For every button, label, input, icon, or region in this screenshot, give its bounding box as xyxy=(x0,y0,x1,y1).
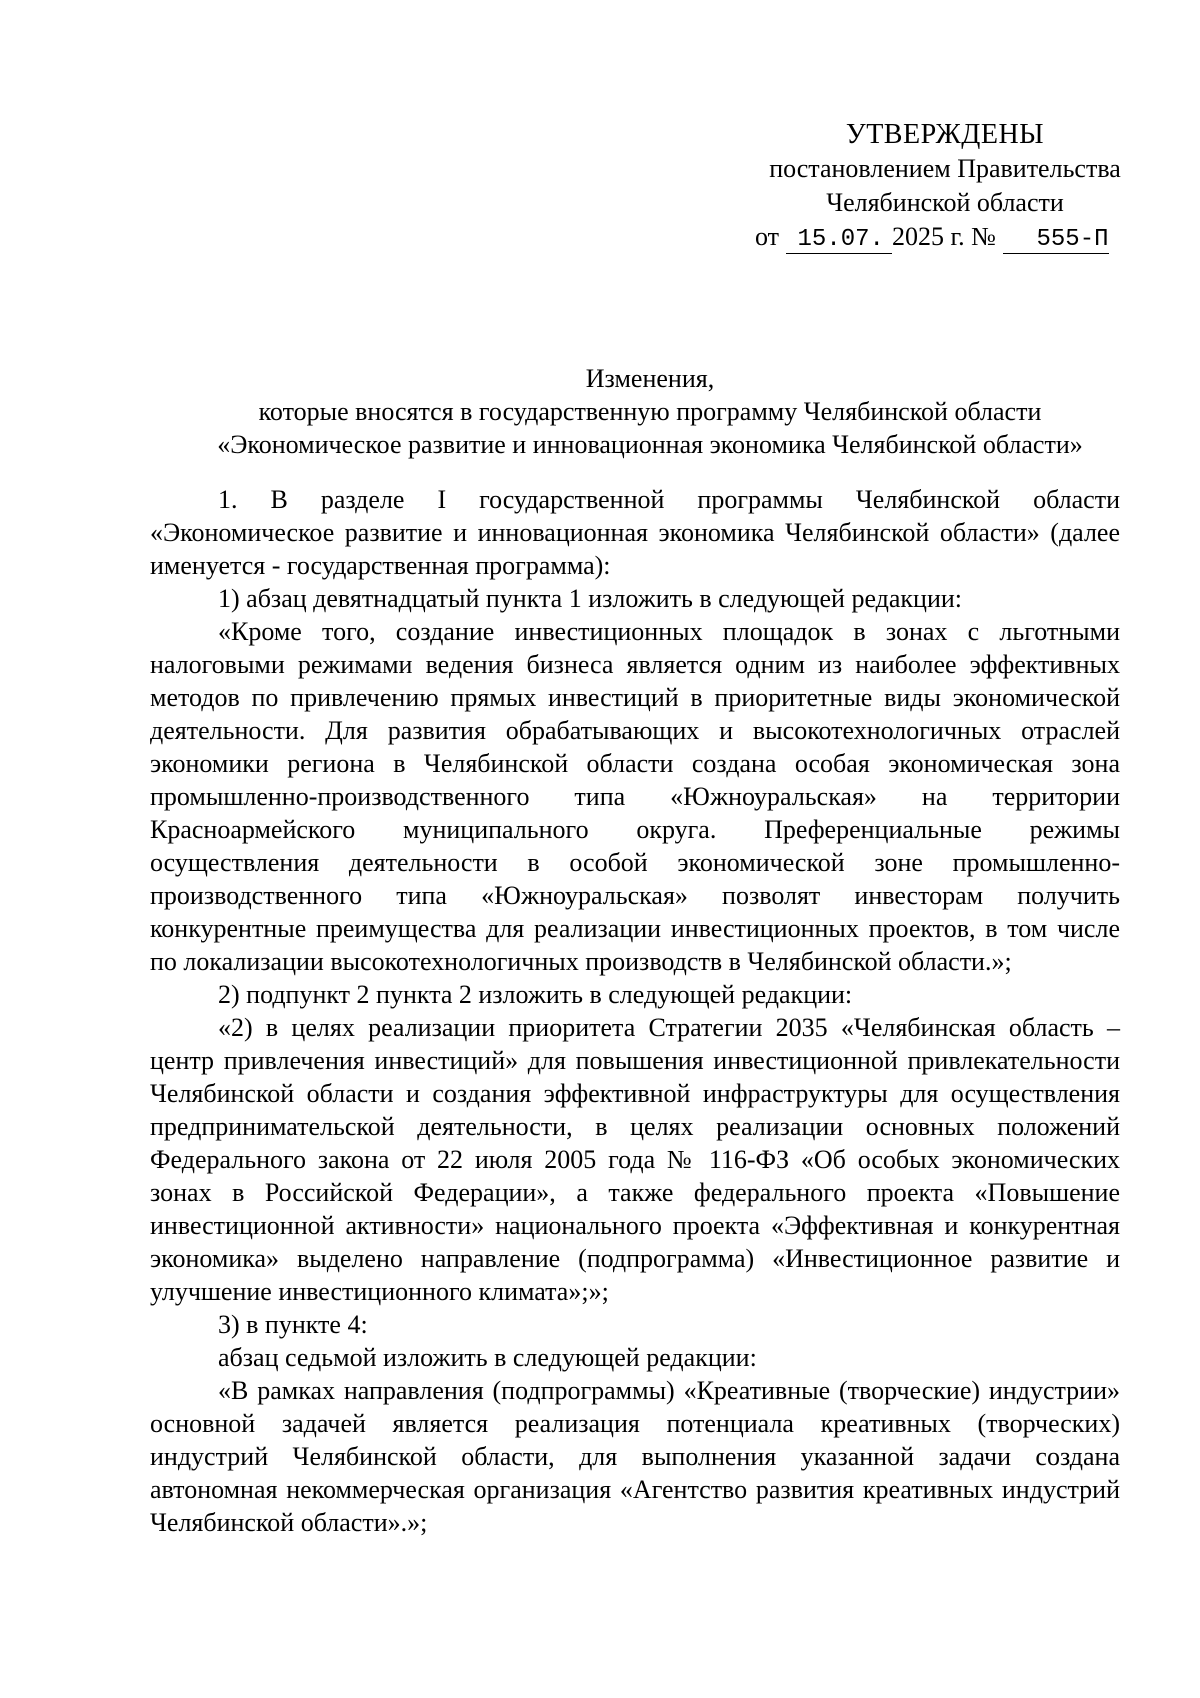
paragraph: 2) подпункт 2 пункта 2 изложить в следующей редакции: xyxy=(218,980,853,1009)
approval-stamp-block xyxy=(735,118,1155,257)
paragraph: 1. В разделе I государственной программы Челябинской области «Экономическое развитие и инновационная экономика Челябинской области» (далее именуется - государственная программа): xyxy=(150,485,1120,580)
approval-title: УТВЕРЖДЕНЫ xyxy=(845,119,1045,150)
paragraph: 1) абзац девятнадцатый пункта 1 изложить в следующей редакции: xyxy=(218,584,963,613)
heading-line-2: которые вносятся в государственную программу Челябинской области xyxy=(258,397,1042,426)
date-prefix: от xyxy=(755,222,780,251)
paragraph: «2) в целях реализации приоритета Стратегии 2035 «Челябинская область – центр привлечения инвестиций» для повышения инвестиционной привлекательности Челябинской области и создания эффективной инфраструктуры для осуществления предпринимательской деятельности, в целях реализации основных положений Федерального закона от 22 июля 2005 года № 116-ФЗ «Об особых экономических зонах в Российской Федерации», а также федерального проекта «Повышение инвестиционной активности» национального проекта «Эффективная и конкурентная экономика» выделено направление (подпрограмма) «Инвестиционное развитие и улучшение инвестиционного климата»;»; xyxy=(150,1013,1120,1306)
paragraph: абзац седьмой изложить в следующей редакции: xyxy=(218,1343,757,1372)
heading-title: Изменения, xyxy=(585,364,715,393)
approval-line-1: постановлением Правительства xyxy=(769,154,1121,183)
decree-number: 555-П xyxy=(1003,226,1109,254)
document-heading xyxy=(150,362,1150,461)
paragraph: 3) в пункте 4: xyxy=(218,1310,368,1339)
heading-line-3: «Экономическое развитие и инновационная экономика Челябинской области» xyxy=(217,430,1083,459)
date-value: 15.07. xyxy=(786,226,892,254)
paragraph: «В рамках направления (подпрограммы) «Креативные (творческие) индустрии» основной задачей является реализация потенциала креативных (творческих) индустрий Челябинской области, для выполнения указанной задачи создана автономная некоммерческая организация «Агентство развития креативных индустрий Челябинской области».»; xyxy=(150,1376,1120,1537)
approval-line-2: Челябинской области xyxy=(826,188,1064,217)
paragraph: «Кроме того, создание инвестиционных площадок в зонах с льготными налоговыми режимами ведения бизнеса является одним из наиболее эффективных методов по привлечению прямых инвестиций в приоритетные виды экономической деятельности. Для развития обрабатывающих и высокотехнологичных отраслей экономики региона в Челябинской области создана особая экономическая зона промышленно-производственного типа «Южноуральская» на территории Красноармейского муниципального округа. Преференциальные режимы осуществления деятельности в особой экономической зоне промышленно-производственного типа «Южноуральская» позволят инвесторам получить конкурентные преимущества для реализации инвестиционных проектов, в том числе по локализации высокотехнологичных производств в Челябинской области.»; xyxy=(150,617,1120,976)
document-body xyxy=(150,483,1120,1539)
year-text: 2025 г. № xyxy=(891,222,996,251)
approval-date-line xyxy=(735,220,1155,257)
